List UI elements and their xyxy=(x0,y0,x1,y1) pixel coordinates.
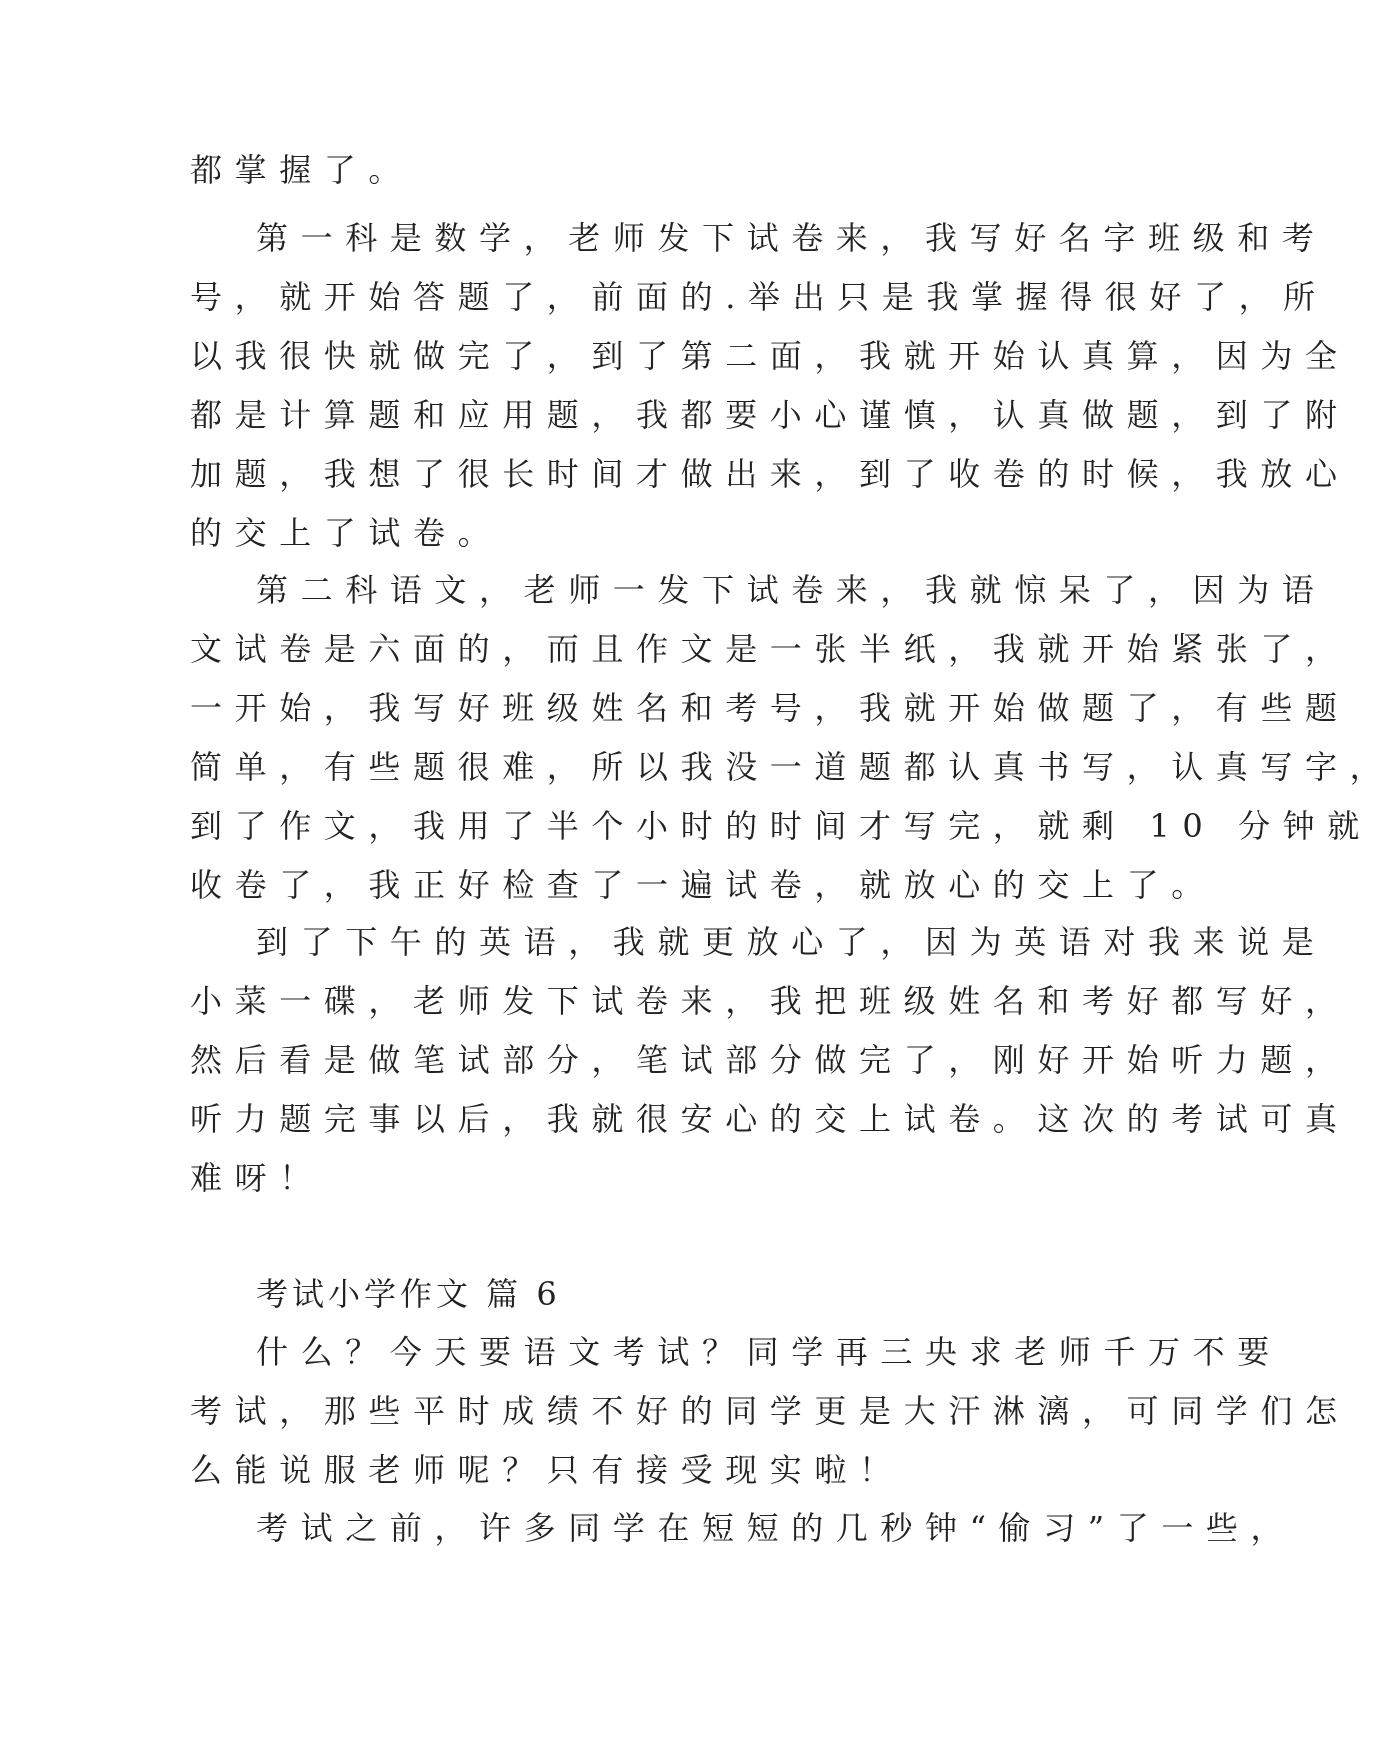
paragraph-line: 都掌握了。 xyxy=(190,151,414,189)
paragraph-line: 简单，有些题很难，所以我没一道题都认真书写，认真写字， xyxy=(190,748,1394,786)
section-heading: 考试小学作文 篇 6 xyxy=(256,1275,561,1313)
paragraph-line: 第一科是数学，老师发下试卷来，我写好名字班级和考 xyxy=(256,219,1327,257)
paragraph-line: 考试，那些平时成绩不好的同学更是大汗淋漓，可同学们怎 xyxy=(190,1392,1350,1430)
paragraph-line: 加题，我想了很长时间才做出来，到了收卷的时候，我放心 xyxy=(190,455,1350,493)
paragraph-line: 考试之前，许多同学在短短的几秒钟“偷习”了一些， xyxy=(256,1509,1296,1547)
paragraph-line: 小菜一碟，老师发下试卷来，我把班级姓名和考好都写好， xyxy=(190,982,1350,1020)
paragraph-line: 文试卷是六面的，而且作文是一张半纸，我就开始紧张了， xyxy=(190,630,1350,668)
paragraph-line: 收卷了，我正好检查了一遍试卷，就放心的交上了。 xyxy=(190,866,1216,904)
paragraph-line: 什么？今天要语文考试？同学再三央求老师千万不要 xyxy=(256,1333,1282,1371)
paragraph-line: 到了作文，我用了半个小时的时间才写完，就剩 10 分钟就 xyxy=(190,807,1372,845)
paragraph-line: 一开始，我写好班级姓名和考号，我就开始做题了，有些题 xyxy=(190,689,1350,727)
paragraph-line: 的交上了试卷。 xyxy=(190,514,503,552)
paragraph-line: 么能说服老师呢？只有接受现实啦！ xyxy=(190,1451,904,1489)
paragraph-line: 号，就开始答题了，前面的.举出只是我掌握得很好了，所 xyxy=(190,278,1328,316)
paragraph-line: 难呀！ xyxy=(190,1159,324,1197)
paragraph-line: 到了下午的英语，我就更放心了，因为英语对我来说是 xyxy=(256,923,1327,961)
paragraph-line: 都是计算题和应用题，我都要小心谨慎，认真做题，到了附 xyxy=(190,396,1350,434)
paragraph-line: 然后看是做笔试部分，笔试部分做完了，刚好开始听力题， xyxy=(190,1041,1350,1079)
paragraph-line: 听力题完事以后，我就很安心的交上试卷。这次的考试可真 xyxy=(190,1100,1350,1138)
paragraph-line: 以我很快就做完了，到了第二面，我就开始认真算，因为全 xyxy=(190,337,1350,375)
paragraph-line: 第二科语文，老师一发下试卷来，我就惊呆了，因为语 xyxy=(256,571,1327,609)
